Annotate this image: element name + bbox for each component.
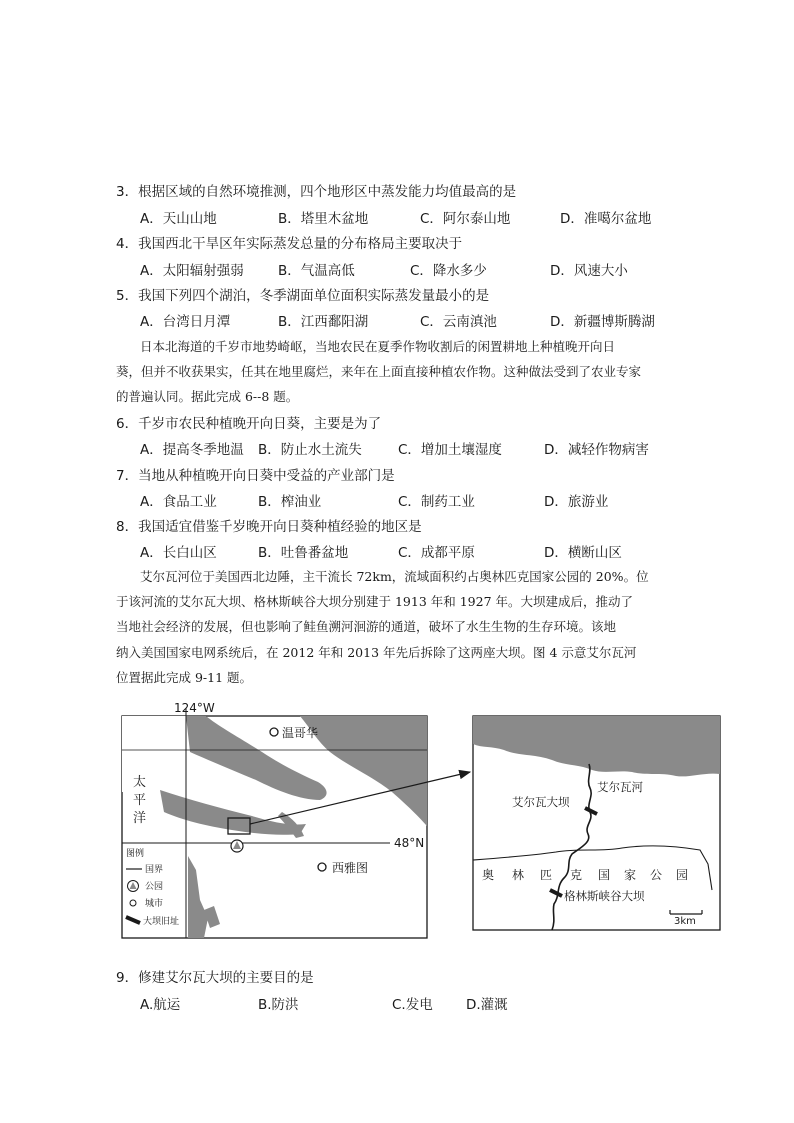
legend-dam-label: 大坝旧址 xyxy=(143,917,180,927)
question-4-stem: 4．我国西北干旱区年实际蒸发总量的分布格局主要取决于 xyxy=(116,236,463,252)
q7-option-b[interactable]: B．榨油业 xyxy=(258,494,322,510)
question-3-stem: 3．根据区域的自然环境推测，四个地形区中蒸发能力均值最高的是 xyxy=(116,184,517,200)
q4-option-a[interactable]: A．太阳辐射强弱 xyxy=(140,263,244,279)
elwha-dam-label: 艾尔瓦大坝 xyxy=(512,795,570,809)
q7-option-a[interactable]: A．食品工业 xyxy=(140,494,217,510)
q8-option-b[interactable]: B．吐鲁番盆地 xyxy=(258,545,349,561)
q8-option-c[interactable]: C．成都平原 xyxy=(398,545,475,561)
q3-option-d[interactable]: D．准噶尔盆地 xyxy=(560,211,652,227)
park-label-5: 国 xyxy=(598,868,611,882)
park-label-6: 家 xyxy=(624,868,637,882)
q4-option-c[interactable]: C．降水多少 xyxy=(410,263,487,279)
q9-option-b[interactable]: B.防洪 xyxy=(258,997,299,1013)
park-label-4: 克 xyxy=(570,868,583,882)
q5-option-a[interactable]: A．台湾日月潭 xyxy=(140,314,231,330)
ocean-label-2: 平 xyxy=(133,793,147,808)
passage1-line-2: 葵，但并不收获果实，任其在地里腐烂，来年在上面直接种植农作物。这种做法受到了农业专家 xyxy=(116,364,642,379)
park-label-2: 林 xyxy=(512,868,525,882)
q7-option-c[interactable]: C．制药工业 xyxy=(398,494,475,510)
park-label-7: 公 xyxy=(650,868,663,882)
legend xyxy=(123,844,185,936)
q6-option-a[interactable]: A．提高冬季地温 xyxy=(140,442,244,458)
q9-option-a[interactable]: A.航运 xyxy=(140,997,181,1013)
passage2-line-2: 于该河流的艾尔瓦大坝、格林斯峡谷大坝分别建于 1913 年和 1927 年。大坝建成后，推动了 xyxy=(116,594,634,609)
question-9-stem: 9．修建艾尔瓦大坝的主要目的是 xyxy=(116,970,314,986)
lat-label: 48°N xyxy=(394,836,425,850)
park-label-3: 匹 xyxy=(540,868,553,882)
glines-dam-label: 格林斯峡谷大坝 xyxy=(564,889,645,903)
q3-option-c[interactable]: C．阿尔泰山地 xyxy=(420,211,511,227)
q8-option-d[interactable]: D．横断山区 xyxy=(544,545,622,561)
q4-option-d[interactable]: D．风速大小 xyxy=(550,263,628,279)
question-6-stem: 6．千岁市农民种植晚开向日葵，主要是为了 xyxy=(116,416,382,432)
passage2-line-5: 位置据此完成 9-11 题。 xyxy=(116,670,253,685)
seattle-city-icon xyxy=(318,863,326,871)
ocean-label-3: 洋 xyxy=(133,811,147,826)
q9-option-c[interactable]: C.发电 xyxy=(392,997,433,1013)
q3-option-a[interactable]: A．天山山地 xyxy=(140,211,217,227)
legend-border-label: 国界 xyxy=(145,865,164,875)
q6-option-b[interactable]: B．防止水土流失 xyxy=(258,442,362,458)
passage1-line-3: 的普遍认同。据此完成 6--8 题。 xyxy=(116,389,299,404)
right-map xyxy=(473,716,720,930)
vancouver-city-icon xyxy=(270,728,278,736)
passage2-line-4: 纳入美国国家电网系统后，在 2012 年和 2013 年先后拆除了这两座大坝。图 4 示意艾尔瓦河 xyxy=(116,645,637,660)
scale-label: 3km xyxy=(674,916,696,927)
q9-option-d[interactable]: D.灌溉 xyxy=(466,997,508,1013)
q8-option-a[interactable]: A．长白山区 xyxy=(140,545,217,561)
park-label-8: 园 xyxy=(676,868,689,882)
legend-park-label: 公园 xyxy=(145,882,164,892)
q5-option-c[interactable]: C．云南滇池 xyxy=(420,314,497,330)
legend-title: 图例 xyxy=(126,849,145,859)
river-label: 艾尔瓦河 xyxy=(597,780,643,794)
q7-option-d[interactable]: D．旅游业 xyxy=(544,494,609,510)
q5-option-b[interactable]: B．江西鄱阳湖 xyxy=(278,314,369,330)
question-7-stem: 7．当地从种植晚开向日葵中受益的产业部门是 xyxy=(116,468,395,484)
question-8-stem: 8．我国适宜借鉴千岁晚开向日葵种植经验的地区是 xyxy=(116,519,422,535)
passage2-line-1: 艾尔瓦河位于美国西北边陲，主干流长 72km，流域面积约占奥林匹克国家公园的 20%。位 xyxy=(140,569,649,584)
q4-option-b[interactable]: B．气温高低 xyxy=(278,263,355,279)
park-label-1: 奥 xyxy=(482,868,495,882)
vancouver-label: 温哥华 xyxy=(282,726,319,740)
question-9-options xyxy=(140,993,700,1013)
passage1-line-1: 日本北海道的千岁市地势崎岖，当地农民在夏季作物收割后的闲置耕地上种植晚开向日 xyxy=(140,339,616,354)
q6-option-d[interactable]: D．减轻作物病害 xyxy=(544,442,649,458)
ocean-label-1: 太 xyxy=(133,775,147,790)
q3-option-b[interactable]: B．塔里木盆地 xyxy=(278,211,369,227)
legend-city-label: 城市 xyxy=(145,899,164,909)
q6-option-c[interactable]: C．增加土壤湿度 xyxy=(398,442,502,458)
legend-city-icon xyxy=(130,900,136,906)
question-5-stem: 5．我国下列四个湖泊，冬季湖面单位面积实际蒸发量最小的是 xyxy=(116,288,490,304)
lon-label: 124°W xyxy=(174,701,215,715)
q5-option-d[interactable]: D．新疆博斯腾湖 xyxy=(550,314,655,330)
left-map xyxy=(122,701,427,938)
seattle-label: 西雅图 xyxy=(332,861,369,875)
passage2-line-3: 当地社会经济的发展，但也影响了鲑鱼溯河洄游的通道，破坏了水生生物的生存环境。该地 xyxy=(116,619,617,634)
